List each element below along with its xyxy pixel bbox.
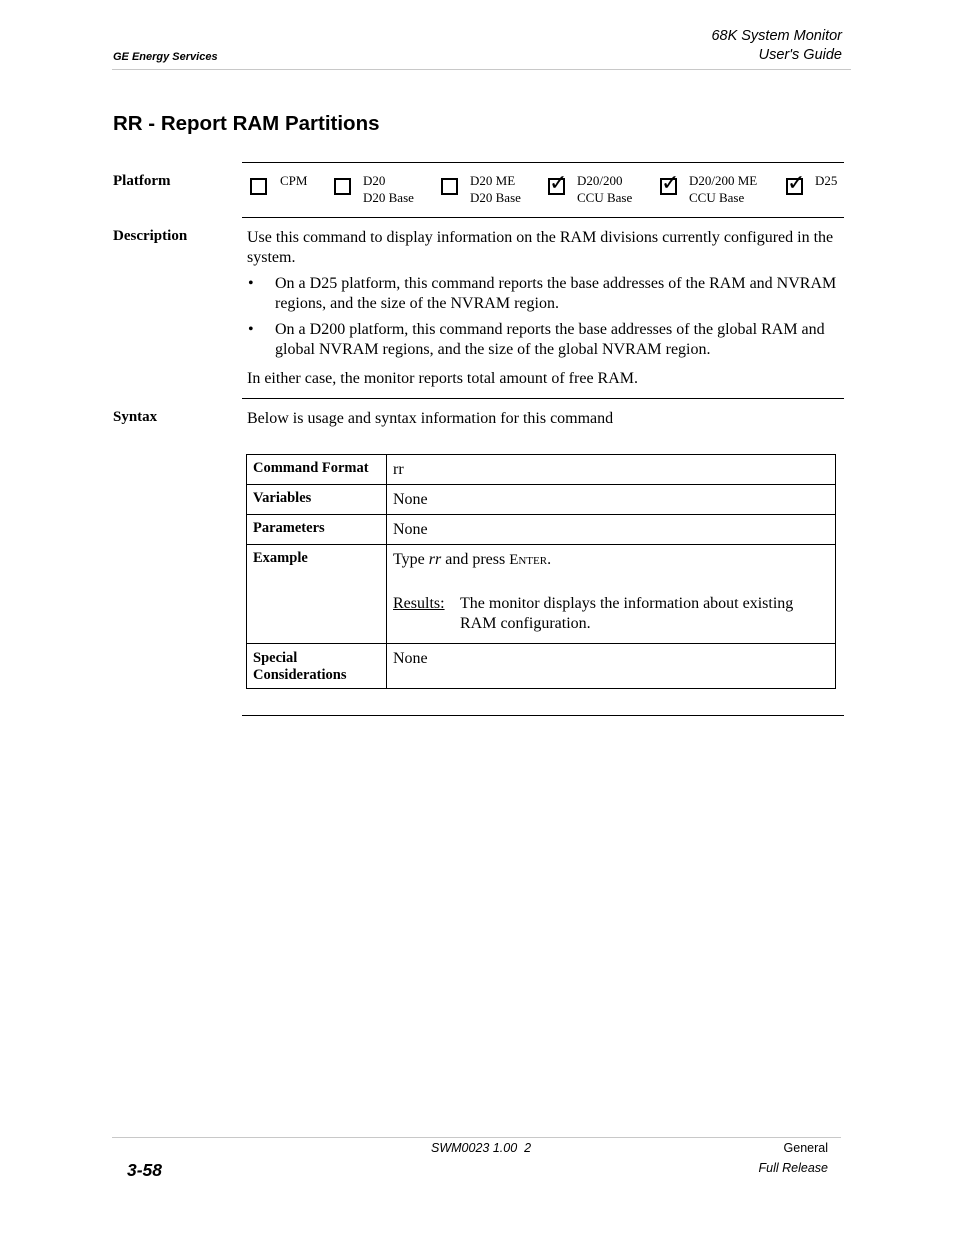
platform-option-d20-200-me xyxy=(660,172,757,206)
command-format-label: Command Format xyxy=(247,455,387,485)
example-label: Example xyxy=(247,545,387,644)
checkbox-icon xyxy=(786,171,806,196)
document-title-line2: User's Guide xyxy=(758,47,842,63)
command-format-value: rr xyxy=(387,455,836,485)
check-mark-icon: ✓ xyxy=(787,171,806,196)
document-title xyxy=(711,27,842,65)
platform-option-line1: D20 ME xyxy=(470,173,516,188)
page-number: 3-58 xyxy=(127,1160,163,1180)
platform-option-cpm xyxy=(250,172,307,195)
description-label: Description xyxy=(113,228,188,244)
checkbox-icon xyxy=(250,178,267,195)
platform-option-d25 xyxy=(786,172,837,195)
parameters-value: None xyxy=(387,515,836,545)
description-intro: Use this command to display information on the RAM divisions currently configured in the system. xyxy=(247,229,834,266)
page-title: RR - Report RAM Partitions xyxy=(113,112,380,135)
footer-category: General xyxy=(783,1141,828,1155)
platform-option-line1: D20/200 xyxy=(577,173,623,188)
variables-value: None xyxy=(387,485,836,515)
platform-option-line2: CCU Base xyxy=(577,190,633,205)
description-bottom-rule xyxy=(242,398,844,399)
platform-option-d20-200 xyxy=(548,172,632,206)
description-bullet-list xyxy=(247,274,842,360)
check-mark-icon: ✓ xyxy=(661,171,680,196)
table-row xyxy=(247,515,836,545)
platform-option-d20 xyxy=(334,172,414,206)
table-row xyxy=(247,644,836,689)
syntax-bottom-rule xyxy=(242,715,844,716)
results-label: Results: xyxy=(393,595,445,612)
bullet-icon: • xyxy=(248,321,254,338)
platform-option-line1: D25 xyxy=(815,173,838,188)
footer-release: Full Release xyxy=(758,1161,828,1175)
syntax-table xyxy=(246,454,836,689)
example-instruction xyxy=(393,550,829,570)
example-command: rr xyxy=(428,551,442,568)
example-text: and press xyxy=(441,551,510,568)
platform-top-rule xyxy=(242,162,844,163)
header-divider xyxy=(112,69,851,70)
footer-divider xyxy=(112,1137,841,1138)
checkbox-icon xyxy=(441,178,458,195)
special-considerations-value: None xyxy=(387,644,836,689)
example-text: Type xyxy=(393,551,429,568)
platform-option-line2: D20 Base xyxy=(363,190,414,205)
platform-bottom-rule xyxy=(242,217,844,218)
checkbox-icon xyxy=(660,171,680,196)
table-row xyxy=(247,455,836,485)
company-name: GE Energy Services xyxy=(113,51,218,63)
check-mark-icon: ✓ xyxy=(549,171,568,196)
parameters-label: Parameters xyxy=(247,515,387,545)
special-label-line1: Special xyxy=(253,650,298,666)
platform-option-line2: CCU Base xyxy=(689,190,745,205)
list-item-text: On a D25 platform, this command reports the base addresses of the RAM and NVRAM regions, and the size of the NVRAM region. xyxy=(275,275,837,312)
variables-label: Variables xyxy=(247,485,387,515)
results-text: The monitor displays the information about existing RAM configuration. xyxy=(460,595,794,632)
special-considerations-label xyxy=(247,644,387,689)
list-item xyxy=(247,274,842,314)
platform-label: Platform xyxy=(113,173,171,189)
special-label-line2: Considerations xyxy=(253,667,347,683)
platform-option-line1: CPM xyxy=(280,173,308,188)
list-item xyxy=(247,320,842,360)
bullet-icon: • xyxy=(248,275,254,292)
table-row xyxy=(247,485,836,515)
platform-option-d20-me xyxy=(441,172,521,206)
description-closing: In either case, the monitor reports total amount of free RAM. xyxy=(247,370,638,387)
example-text: . xyxy=(547,551,552,568)
platform-option-line1: D20 xyxy=(363,173,386,188)
enter-key-name: Enter xyxy=(509,552,548,568)
platform-option-line2: D20 Base xyxy=(470,190,521,205)
document-title-line1: 68K System Monitor xyxy=(711,28,842,44)
list-item-text: On a D200 platform, this command reports the base addresses of the global RAM and global NVRAM regions, and the size of the global NVRAM region. xyxy=(275,321,825,358)
platform-option-line1: D20/200 ME xyxy=(689,173,758,188)
description-body xyxy=(247,228,842,389)
document-id: SWM0023 1.00 2 xyxy=(431,1141,532,1155)
example-value xyxy=(387,545,836,644)
checkbox-icon xyxy=(334,178,351,195)
example-results xyxy=(393,594,829,634)
syntax-intro: Below is usage and syntax information for this command xyxy=(247,410,614,427)
syntax-label: Syntax xyxy=(113,409,158,425)
checkbox-icon xyxy=(548,171,568,196)
table-row xyxy=(247,545,836,644)
